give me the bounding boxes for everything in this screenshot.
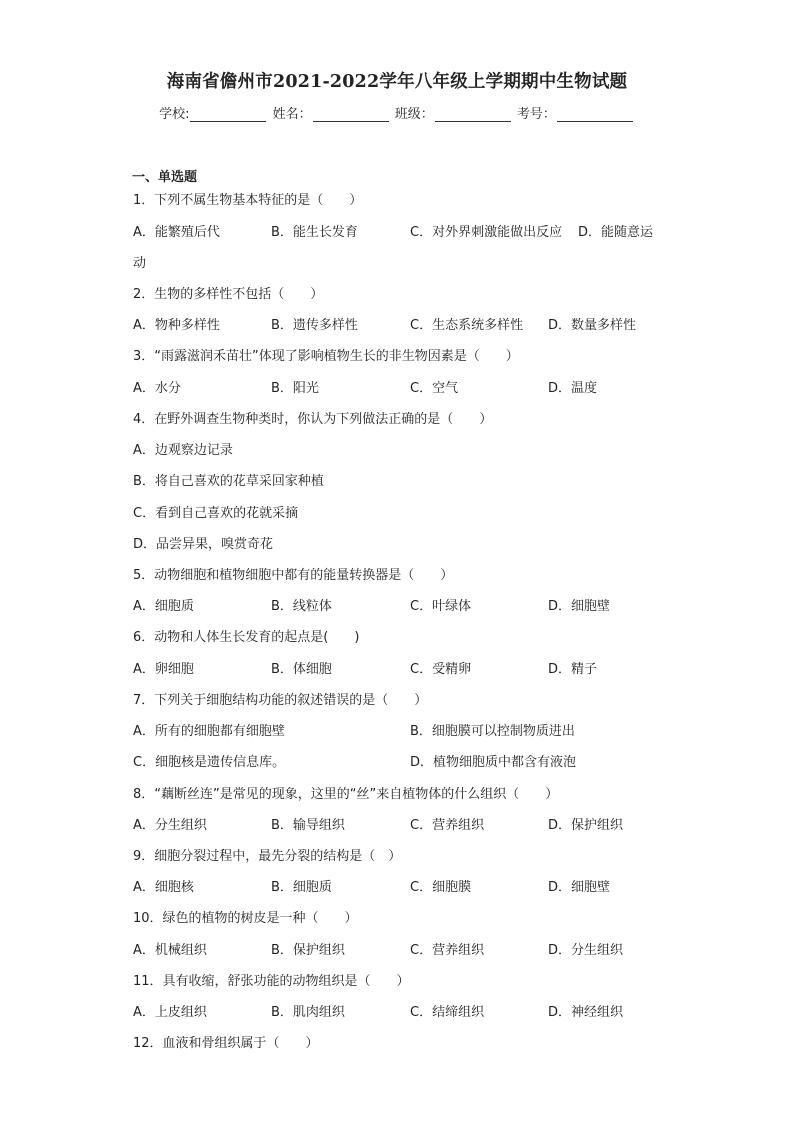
question-7-option-b: B．细胞膜可以控制物质进出 bbox=[410, 724, 575, 739]
question-10-option-a: A．机械组织 bbox=[133, 943, 207, 958]
question-9-option-d: D．细胞壁 bbox=[548, 880, 611, 895]
question-8-stem: 8．“藕断丝连”是常见的现象，这里的“丝”来自植物体的什么组织（ ） bbox=[133, 787, 559, 802]
question-11-option-c: C．结缔组织 bbox=[410, 1005, 485, 1020]
question-4-option-a: A．边观察边记录 bbox=[133, 443, 233, 458]
question-6-option-a: A．卵细胞 bbox=[133, 662, 194, 677]
student-info-row bbox=[0, 103, 794, 122]
question-3-stem: 3．“雨露滋润禾苗壮”体现了影响植物生长的非生物因素是（ ） bbox=[133, 349, 519, 364]
question-5-stem: 5．动物细胞和植物细胞中都有的能量转换器是（ ） bbox=[133, 568, 454, 583]
question-1-option-d: D．能随意运 bbox=[578, 225, 654, 240]
question-2-option-a: A．物种多样性 bbox=[133, 318, 220, 333]
question-5-option-c: C．叶绿体 bbox=[410, 599, 472, 614]
question-7-option-a: A．所有的细胞都有细胞壁 bbox=[133, 724, 285, 739]
school-blank bbox=[190, 108, 266, 122]
question-1-option-b: B．能生长发育 bbox=[271, 225, 358, 240]
exam-number-label: 考号： bbox=[516, 107, 556, 122]
question-8-option-d: D．保护组织 bbox=[548, 818, 624, 833]
question-2-option-c: C．生态系统多样性 bbox=[410, 318, 524, 333]
question-8-option-c: C．营养组织 bbox=[410, 818, 485, 833]
question-7-option-c: C．细胞核是遗传信息库。 bbox=[133, 755, 286, 770]
question-9-stem: 9．细胞分裂过程中，最先分裂的结构是（ ） bbox=[133, 849, 402, 864]
question-10-option-c: C．营养组织 bbox=[410, 943, 485, 958]
exam-title: 海南省儋州市2021-2022学年八年级上学期期中生物试题 bbox=[166, 72, 628, 92]
name-label: 姓名： bbox=[272, 107, 312, 122]
question-9-option-b: B．细胞质 bbox=[271, 880, 332, 895]
school-label: 学校: bbox=[159, 107, 190, 122]
question-3-option-d: D．温度 bbox=[548, 381, 598, 396]
question-6-option-b: B．体细胞 bbox=[271, 662, 332, 677]
question-2-option-d: D．数量多样性 bbox=[548, 318, 637, 333]
question-6-option-d: D．精子 bbox=[548, 662, 598, 677]
question-1-option-a: A．能繁殖后代 bbox=[133, 225, 220, 240]
question-4-option-b: B．将自己喜欢的花草采回家种植 bbox=[133, 474, 324, 489]
question-1-option-d-wrap: 动 bbox=[133, 256, 147, 271]
question-9-option-a: A．细胞核 bbox=[133, 880, 194, 895]
question-7-stem: 7．下列关于细胞结构功能的叙述错误的是（ ） bbox=[133, 693, 428, 708]
question-11-option-b: B．肌肉组织 bbox=[271, 1005, 345, 1020]
question-11-option-d: D．神经组织 bbox=[548, 1005, 624, 1020]
question-10-stem: 10．绿色的植物的树皮是一种（ ） bbox=[133, 911, 358, 926]
question-1-option-c: C．对外界刺激能做出反应 bbox=[410, 225, 563, 240]
question-11-option-a: A．上皮组织 bbox=[133, 1005, 207, 1020]
question-3-option-c: C．空气 bbox=[410, 381, 459, 396]
question-2-option-b: B．遗传多样性 bbox=[271, 318, 358, 333]
question-4-option-d: D．品尝异果，嗅赏奇花 bbox=[133, 537, 274, 552]
question-7-option-d: D．植物细胞质中都含有液泡 bbox=[410, 755, 577, 770]
question-6-option-c: C．受精卵 bbox=[410, 662, 472, 677]
section-title: 一、单选题 bbox=[132, 170, 198, 185]
question-1-stem: 1．下列不属生物基本特征的是（ ） bbox=[133, 193, 363, 208]
question-9-option-c: C．细胞膜 bbox=[410, 880, 472, 895]
question-8-option-a: A．分生组织 bbox=[133, 818, 207, 833]
question-10-option-b: B．保护组织 bbox=[271, 943, 345, 958]
question-3-option-b: B．阳光 bbox=[271, 381, 319, 396]
question-8-option-b: B．输导组织 bbox=[271, 818, 345, 833]
exam-number-blank bbox=[557, 108, 633, 122]
question-5-option-a: A．细胞质 bbox=[133, 599, 194, 614]
question-11-stem: 11．具有收缩，舒张功能的动物组织是（ ） bbox=[133, 974, 410, 989]
question-3-option-a: A．水分 bbox=[133, 381, 181, 396]
question-5-option-d: D．细胞壁 bbox=[548, 599, 611, 614]
question-10-option-d: D．分生组织 bbox=[548, 943, 624, 958]
question-2-stem: 2．生物的多样性不包括（ ） bbox=[133, 287, 324, 302]
class-label: 班级： bbox=[394, 107, 434, 122]
question-4-option-c: C．看到自己喜欢的花就采摘 bbox=[133, 506, 299, 521]
name-blank bbox=[313, 108, 389, 122]
class-blank bbox=[435, 108, 511, 122]
question-5-option-b: B．线粒体 bbox=[271, 599, 332, 614]
question-6-stem: 6．动物和人体生长发育的起点是( ) bbox=[133, 630, 360, 645]
question-12-stem: 12．血液和骨组织属于（ ） bbox=[133, 1036, 319, 1051]
question-4-stem: 4．在野外调查生物种类时，你认为下列做法正确的是（ ） bbox=[133, 412, 493, 427]
